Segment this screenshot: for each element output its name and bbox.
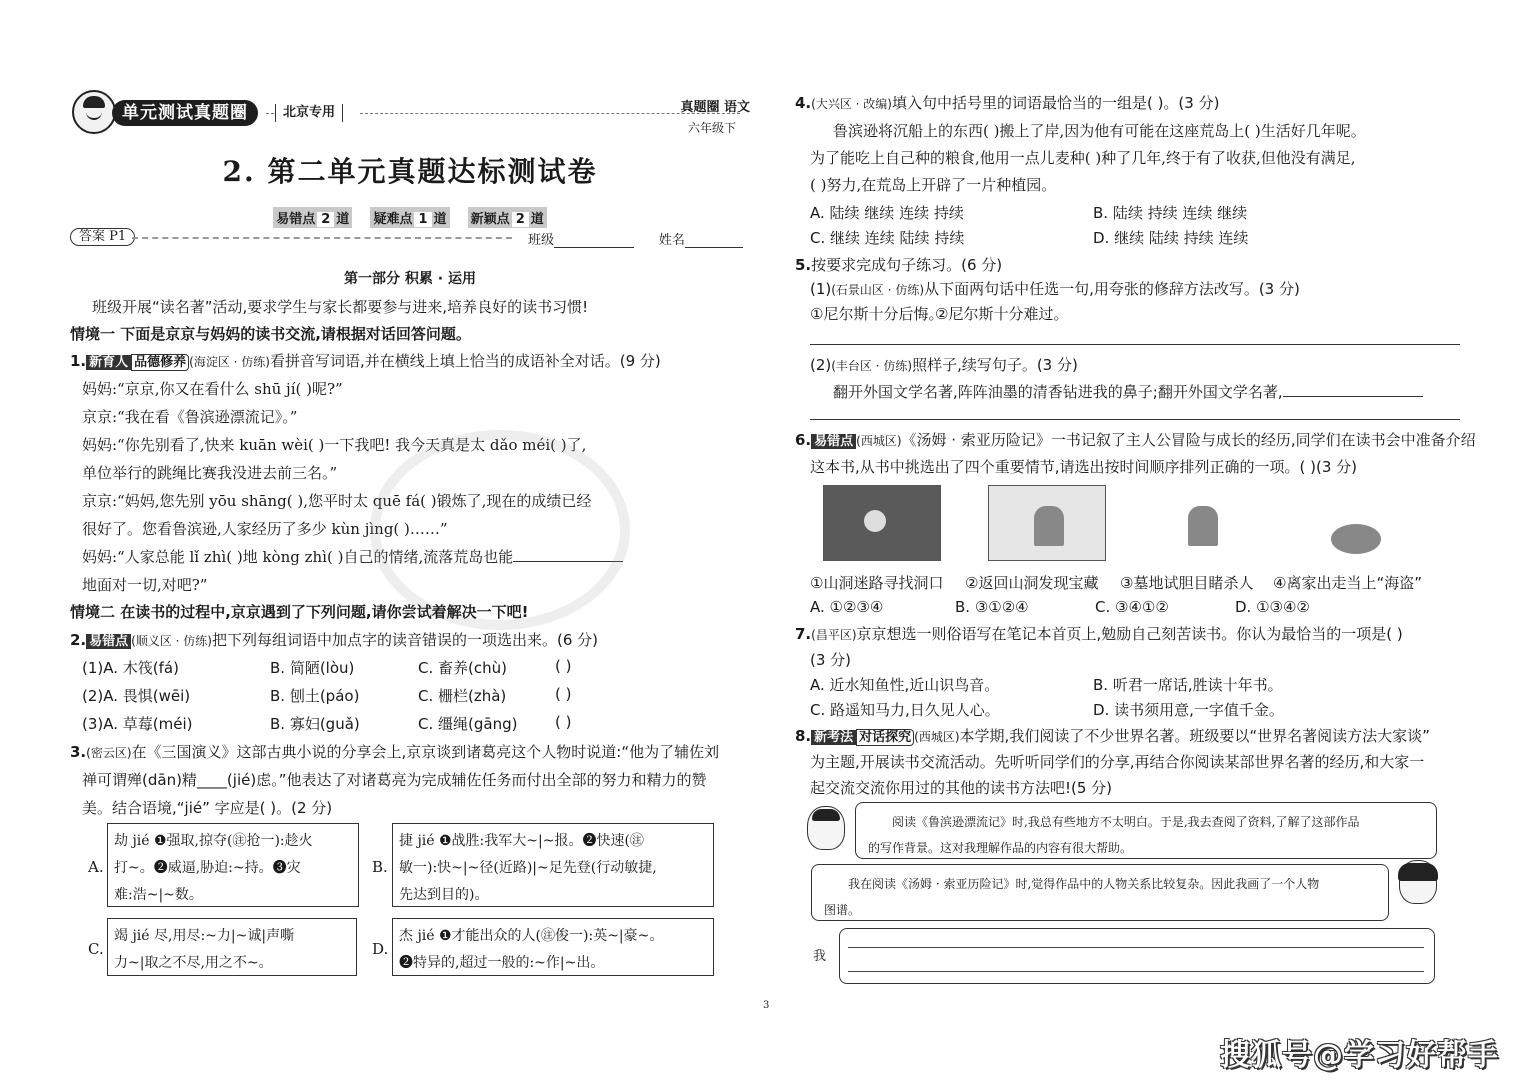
raft-scene-image (1296, 485, 1414, 561)
speech-bubble-girl: 我在阅读《汤姆 · 索亚历险记》时,觉得作品中的人物关系比较复杂。因此我画了一个人物 图谱。 (811, 864, 1389, 921)
dialogue-line: 很好了。您看鲁滨逊,人家经历了多少 kùn jìng( )……” (82, 520, 448, 538)
option-c: C. 畜养(chù) (418, 659, 507, 677)
option-d[interactable]: D. 读书须用意,一字值千金。 (1093, 701, 1284, 719)
option-row: (2)A. 畏惧(wēi) (82, 687, 191, 705)
badge-error-prone: 易错点 2 道 (273, 207, 352, 228)
sub-question-2: (2)(丰台区 · 仿练)照样子,续写句子。(3 分) (810, 356, 1078, 374)
tag-error-prone: 易错点 (811, 434, 856, 449)
option-d[interactable]: D. 继续 陆续 持续 连续 (1093, 229, 1249, 247)
option-row: (3)A. 草莓(méi) (82, 715, 193, 733)
answer-blank[interactable]: ( ) (555, 713, 572, 731)
option-d[interactable]: D. ①③④② (1235, 598, 1310, 616)
tag-new-method: 新考法 (811, 730, 856, 745)
name-label: 姓名 (658, 233, 685, 248)
question-text: 这本书,从书中挑选出了四个重要情节,请选出按时间顺序排列正确的一项。( )(3 分) (810, 458, 1358, 476)
name-input[interactable] (685, 247, 743, 248)
boy-avatar-icon (807, 806, 845, 850)
picture-caption: ④离家出走当上“海盗” (1273, 574, 1422, 592)
dialogue-line: 妈妈:“人家总能 lǐ zhì( )地 kòng zhì( )自己的情绪,流落荒岛也能 (82, 546, 623, 567)
scene-one-heading: 情境一 下面是京京与妈妈的读书交流,请根据对话回答问题。 (70, 325, 471, 343)
picture-caption: ①山洞迷路寻找洞口 (810, 574, 944, 592)
answer-blank[interactable] (1283, 396, 1423, 397)
me-label: 我 (813, 949, 827, 964)
badge-novel: 新颖点 2 道 (468, 207, 547, 228)
left-page (70, 0, 750, 1080)
region-label: 北京专用 (275, 104, 343, 122)
question-8: 8. 新考法 对话探究 (西城区)本学期,我们阅读了不少世界名著。班级要以“世界名著阅读方法大家谈” (795, 727, 1430, 745)
answer-bubble[interactable] (839, 928, 1435, 984)
question-2: 2. 易错点 (顺义区 · 仿练)把下列每组词语中加点字的读音错误的一项选出来。(6 分) (70, 631, 598, 649)
page-header (70, 90, 750, 135)
speech-bubble-boy: 阅读《鲁滨逊漂流记》时,我总有些地方不太明白。于是,我去查阅了资料,了解了这部作品 的写作背景。这对我理解作品的内容有很大帮助。 (855, 802, 1437, 859)
answer-line[interactable] (810, 344, 1460, 345)
option-label: A. (88, 858, 104, 876)
option-label: C. (88, 940, 104, 958)
tag-error-prone: 易错点 (86, 634, 131, 649)
answer-row (70, 228, 750, 248)
tag-dialogue: 对话探究 (856, 729, 914, 746)
dictionary-entry-a[interactable]: 劫 jié ❶强取,掠夺(㊟抢一):趁火 打~。❷威逼,胁迫:~持。❸灾 难:浩~|~数。 (107, 823, 359, 907)
intro-text: 班级开展“读名著”活动,要求学生与家长都要参与进来,培养良好的读书习惯! (92, 298, 589, 316)
option-label: B. (372, 858, 388, 876)
sentence-choice: ①尼尔斯十分后悔。 (810, 305, 944, 323)
option-b[interactable]: B. 听君一席话,胜读十年书。 (1093, 676, 1283, 694)
picture-caption: ③墓地试胆目睹杀人 (1120, 574, 1254, 592)
option-a[interactable]: A. ①②③④ (810, 598, 884, 616)
answer-line[interactable] (810, 419, 1460, 420)
sentence-choice: ②尼尔斯十分难过。 (935, 305, 1069, 323)
dictionary-entry-d[interactable]: 杰 jié ❶才能出众的人(㊟俊一):英~|豪~。 ❷特异的,超过一般的:~作|~出。 (392, 918, 714, 976)
question-4: 4.(大兴区 · 改编)填入句中括号里的词语最恰当的一组是( )。(3 分) (795, 94, 1220, 112)
story-pictures (820, 485, 1460, 565)
cave-scene-image (823, 485, 941, 561)
question-text: 美。结合语境,“jié” 字应是( )。(2 分) (82, 799, 333, 817)
answer-blank[interactable]: ( ) (555, 657, 572, 675)
dialogue-line: 妈妈:“京京,你又在看什么 shū jí( )呢?” (82, 380, 343, 398)
difficulty-badges (70, 207, 750, 228)
question-3: 3.(密云区)在《三国演义》这部古典小说的分享会上,京京谈到诸葛亮这个人物时说道:“他为了辅佐刘 (70, 743, 720, 761)
question-text: 为主题,开展读书交流活动。先听听同学们的分享,再结合你阅读某部世界名著的经历,和大家一 (810, 753, 1425, 771)
treasure-scene-image (988, 485, 1106, 561)
question-text: 禅可谓殚(dān)精____(jié)虑。”他表达了对诸葛亮为完成辅佐任务而付出全部的努力和精力的赞 (82, 771, 707, 789)
question-text: 起交流交流你用过的其他的读书方法吧!(5 分) (810, 779, 1113, 797)
option-b: B. 寡妇(guǎ) (270, 715, 360, 733)
question-7: 7.(昌平区)京京想选一则俗语写在笔记本首页上,勉励自己刻苦读书。你认为最恰当的一项是( ) (795, 625, 1403, 643)
option-b[interactable]: B. 陆续 持续 连续 继续 (1093, 204, 1248, 222)
badge-difficult: 疑难点 1 道 (370, 207, 449, 228)
option-label: D. (372, 940, 389, 958)
option-row: (1)A. 木筏(fá) (82, 659, 179, 677)
option-c: C. 缰绳(gāng) (418, 715, 518, 733)
question-1: 1. 新育人 品德修养 (海淀区 · 仿练)看拼音写词语,并在横线上填上恰当的成语补全对话。(9 分) (70, 352, 661, 370)
question-text: 鲁滨逊将沉船上的东西( )搬上了岸,因为他有可能在这座荒岛上( )生活好几年呢。 (833, 122, 1366, 140)
picture-caption: ②返回山洞发现宝藏 (965, 574, 1099, 592)
divider (132, 237, 512, 239)
option-a[interactable]: A. 陆续 继续 连续 持续 (810, 204, 964, 222)
sub-question-1: (1)(石景山区 · 仿练)从下面两句话中任选一句,用夸张的修辞方法改写。(3 分) (810, 280, 1300, 298)
section-heading: 第一部分 积累 · 运用 (344, 271, 476, 287)
graveyard-scene-image (1142, 485, 1260, 561)
mascot-icon (72, 90, 116, 134)
option-b[interactable]: B. ③①②④ (955, 598, 1029, 616)
class-input[interactable] (554, 247, 634, 248)
scene-two-heading: 情境二 在读书的过程中,京京遇到了下列问题,请你尝试着解决一下吧! (70, 603, 529, 621)
girl-avatar-icon (1399, 860, 1437, 904)
question-text: ( )努力,在荒岛上开辟了一片种植园。 (810, 176, 1057, 194)
class-field: 班级 姓名 (528, 229, 743, 248)
idiom-blank[interactable] (513, 561, 623, 562)
option-c[interactable]: C. 继续 连续 陆续 持续 (810, 229, 965, 247)
answer-blank[interactable]: ( ) (555, 685, 572, 703)
question-6: 6. 易错点 (西城区)《汤姆 · 索亚历险记》一书记叙了主人公冒险与成长的经历,同学们在读书会中准备介绍 (795, 431, 1476, 449)
watermark-text: 搜狐号@学习好帮手 (1220, 1038, 1499, 1073)
tag-new: 新育人 (86, 355, 131, 370)
option-c: C. 栅栏(zhà) (418, 687, 507, 705)
dialogue-line: 京京:“妈妈,您先别 yōu shāng( ),您平时太 quē fá( )锻炼了,现在的成绩已经 (82, 492, 592, 510)
dictionary-entry-b[interactable]: 捷 jié ❶战胜:我军大~|~报。❷快速(㊟ 敏一):快~|~径(近路)|~足先登(行动敏捷, 先达到目的)。 (392, 823, 714, 907)
option-a[interactable]: A. 近水知鱼性,近山识鸟音。 (810, 676, 1000, 694)
series-label: 真题圈 语文 (680, 100, 750, 115)
dialogue-line: 妈妈:“你先别看了,快来 kuān wèi( )一下我吧! 我今天真是太 dǎo méi( )了, (82, 436, 587, 454)
grade-label: 六年级下 (687, 121, 736, 135)
question-score: (3 分) (810, 651, 852, 669)
question-text: 为了能吃上自己种的粮食,他用一点儿麦种( )种了几年,终于有了收获,但他没有满足, (810, 149, 1356, 167)
right-page (795, 0, 1476, 1080)
example-sentence: 翻开外国文学名著,阵阵油墨的清香钻进我的鼻子;翻开外国文学名著, (833, 381, 1423, 402)
option-b: B. 刨土(páo) (270, 687, 360, 705)
option-c[interactable]: C. 路遥知马力,日久见人心。 (810, 701, 1000, 719)
dialogue-line: 地面对一切,对吧?” (82, 576, 208, 594)
page-title: 2. 第二单元真题达标测试卷 (222, 155, 598, 188)
divider (266, 113, 274, 114)
dialogue-line: 京京:“我在看《鲁滨逊漂流记》。” (82, 408, 298, 426)
option-c[interactable]: C. ③④①② (1095, 598, 1169, 616)
answer-reference: 答案 P1 (70, 228, 135, 246)
option-b: B. 简陋(lòu) (270, 659, 355, 677)
tag-character: 品德修养 (131, 354, 189, 371)
dictionary-entry-c[interactable]: 竭 jié 尽,用尽:~力|~诚|声嘶 力~|取之不尽,用之不~。 (107, 918, 357, 976)
dialogue-line: 单位举行的跳绳比赛我没进去前三名。” (82, 464, 338, 482)
series-info (680, 96, 750, 136)
question-5: 5.按要求完成句子练习。(6 分) (795, 256, 1003, 274)
brand-label: 单元测试真题圈 (112, 100, 258, 126)
page-number: 3 (763, 1000, 770, 1011)
